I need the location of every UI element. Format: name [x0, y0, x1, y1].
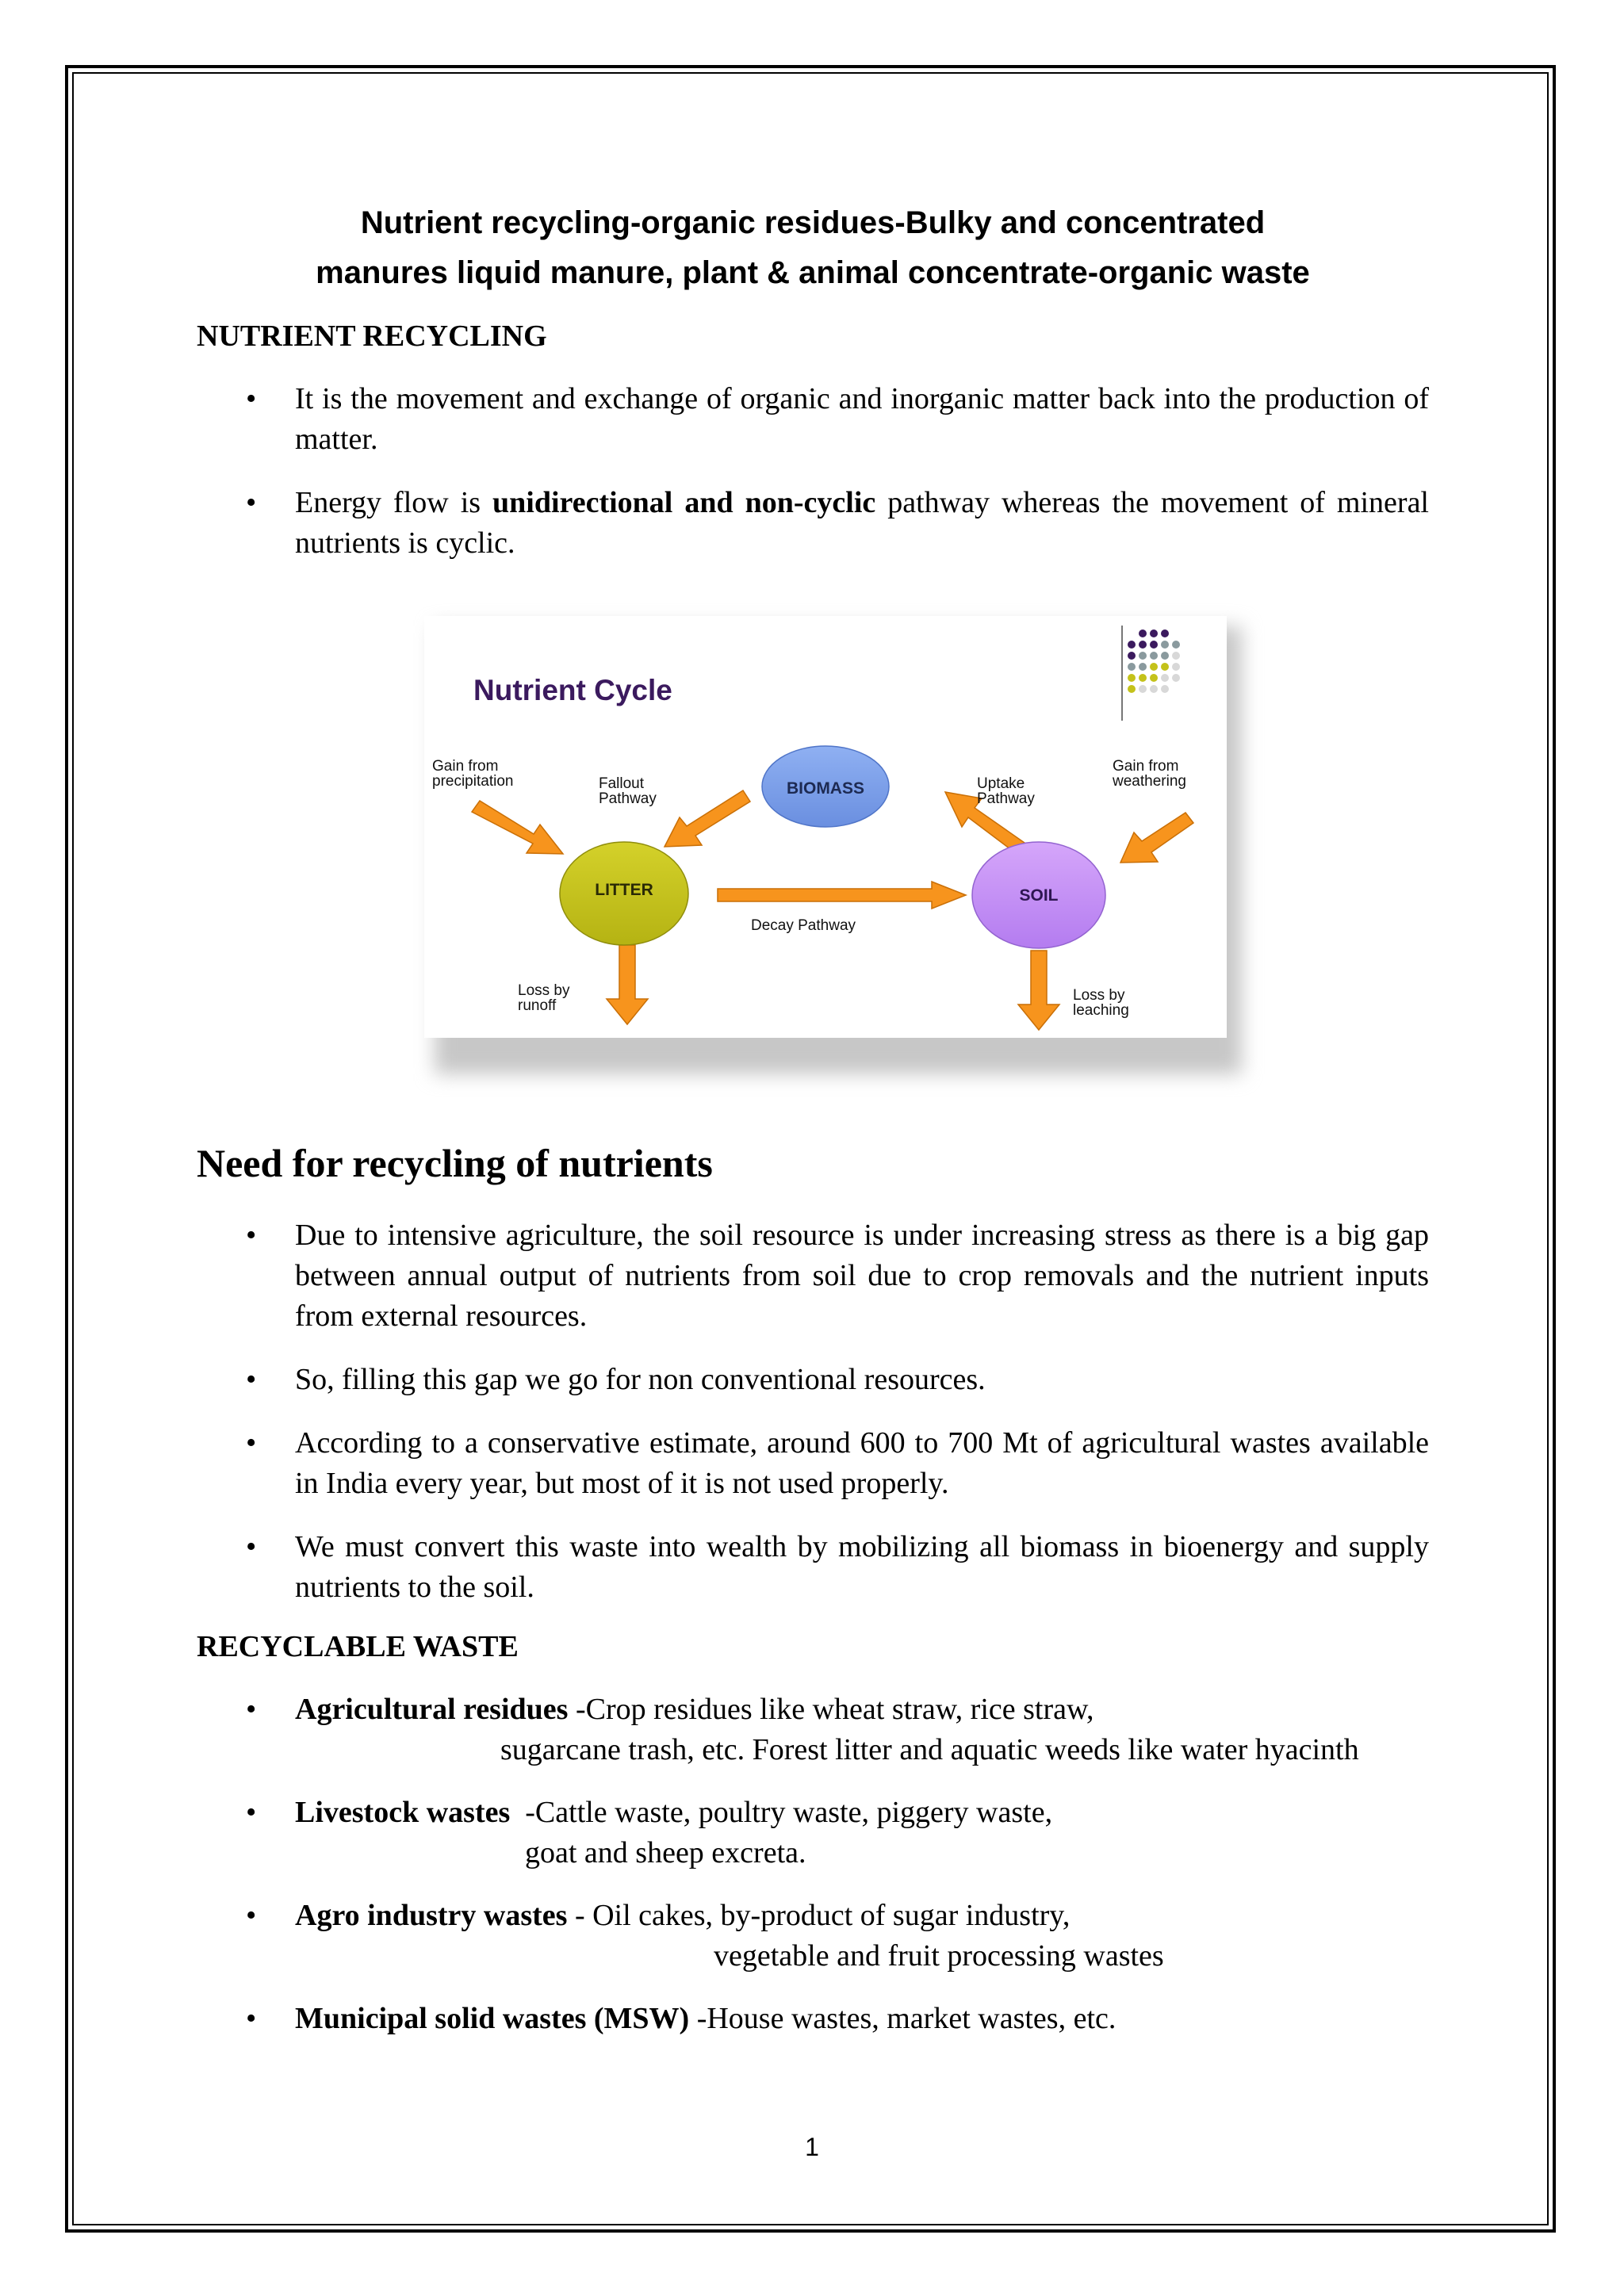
fallout-label-2: Pathway	[599, 790, 657, 807]
runoff-label-2: runoff	[518, 997, 557, 1014]
bullet-line: -Crop residues like wheat straw, rice straw,	[568, 1693, 1094, 1726]
title-line-1: Nutrient recycling-organic residues-Bulky and concentrated	[360, 205, 1266, 240]
bullet-text	[295, 2001, 1116, 2036]
nutrient-cycle-svg	[424, 616, 1227, 1038]
bullet-continuation: vegetable and fruit processing wastes	[714, 1939, 1164, 1973]
recyclable-heading: RECYCLABLE WASTE	[197, 1630, 519, 1663]
document-title	[159, 198, 1467, 298]
gain-precipitation-label-1: Gain from	[432, 758, 499, 775]
bullet-line: - Oil cakes, by-product of sugar industry,	[567, 1899, 1071, 1932]
bullet-continuation: sugarcane trash, etc. Forest litter and aquatic weeds like water hyacinth	[500, 1733, 1359, 1766]
bullet-text	[295, 1795, 1052, 1830]
nutrient-recycling-list	[197, 379, 1429, 564]
litter-label: LITTER	[595, 881, 653, 899]
gain-precipitation-label-2: precipitation	[432, 773, 514, 790]
runoff-label-1: Loss by	[518, 982, 570, 999]
bullet-dot: •	[246, 1693, 257, 1726]
bullet-emphasis: Agro industry wastes	[295, 1899, 568, 1932]
bullet-dot: •	[246, 1899, 257, 1932]
title-line-2: manures liquid manure, plant & animal concentrate-organic waste	[316, 255, 1310, 290]
bullet-line: -Cattle waste, poultry waste, piggery waste,	[510, 1796, 1053, 1829]
nutrient-recycling-heading: NUTRIENT RECYCLING	[197, 320, 547, 353]
bullet-dot: •	[246, 2002, 257, 2035]
bullet-line: -House wastes, market wastes, etc.	[689, 2002, 1116, 2035]
bullet-emphasis: unidirectional and non-cyclic	[492, 486, 876, 519]
decay-label: Decay Pathway	[751, 917, 856, 934]
bullet-text: Energy flow is	[295, 486, 493, 519]
fallout-label-1: Fallout	[599, 775, 645, 792]
bullet-emphasis: Agricultural residues	[295, 1693, 569, 1726]
list-item: • It is the movement and exchange of organic and inorganic matter back into the production of matter.	[197, 379, 1429, 460]
bullet-continuation: goat and sheep excreta.	[525, 1836, 806, 1869]
bullet-text: pathway whereas the movement of mineral nutrients is cyclic.	[295, 486, 1429, 560]
uptake-label-2: Pathway	[977, 790, 1035, 807]
list-item: • Due to intensive agriculture, the soil resource is under increasing stress as there is a big gap between annual output of nutrients from soil due to crop removals and the nutrient inputs from external resources.	[197, 1215, 1429, 1337]
list-item: • We must convert this waste into wealth by mobilizing all biomass in bioenergy and supply nutrients to the soil.	[197, 1527, 1429, 1608]
need-heading: Need for recycling of nutrients	[197, 1141, 713, 1185]
bullet-text	[295, 1898, 1070, 1933]
uptake-label-1: Uptake	[977, 775, 1025, 792]
bullet-text	[295, 1692, 1094, 1727]
page-number: 1	[805, 2133, 819, 2161]
list-item	[197, 483, 1429, 564]
need-list	[197, 1215, 1429, 1608]
leaching-label-2: leaching	[1073, 1002, 1129, 1019]
soil-label: SOIL	[1019, 886, 1059, 905]
bullet-dot: •	[246, 1796, 257, 1829]
nutrient-cycle-diagram	[424, 616, 1227, 1038]
leaching-label-1: Loss by	[1073, 987, 1125, 1004]
gain-weathering-label-1: Gain from	[1113, 758, 1179, 775]
bullet-emphasis: Municipal solid wastes (MSW)	[295, 2002, 690, 2035]
list-item: • According to a conservative estimate, around 600 to 700 Mt of agricultural wastes available in India every year, but most of it is not used properly.	[197, 1423, 1429, 1504]
gain-weathering-label-2: weathering	[1113, 773, 1186, 790]
biomass-label: BIOMASS	[786, 779, 865, 798]
list-item: • So, filling this gap we go for non conventional resources.	[197, 1360, 1429, 1400]
bullet-emphasis: Livestock wastes	[295, 1796, 511, 1829]
diagram-title: Nutrient Cycle	[473, 674, 672, 706]
